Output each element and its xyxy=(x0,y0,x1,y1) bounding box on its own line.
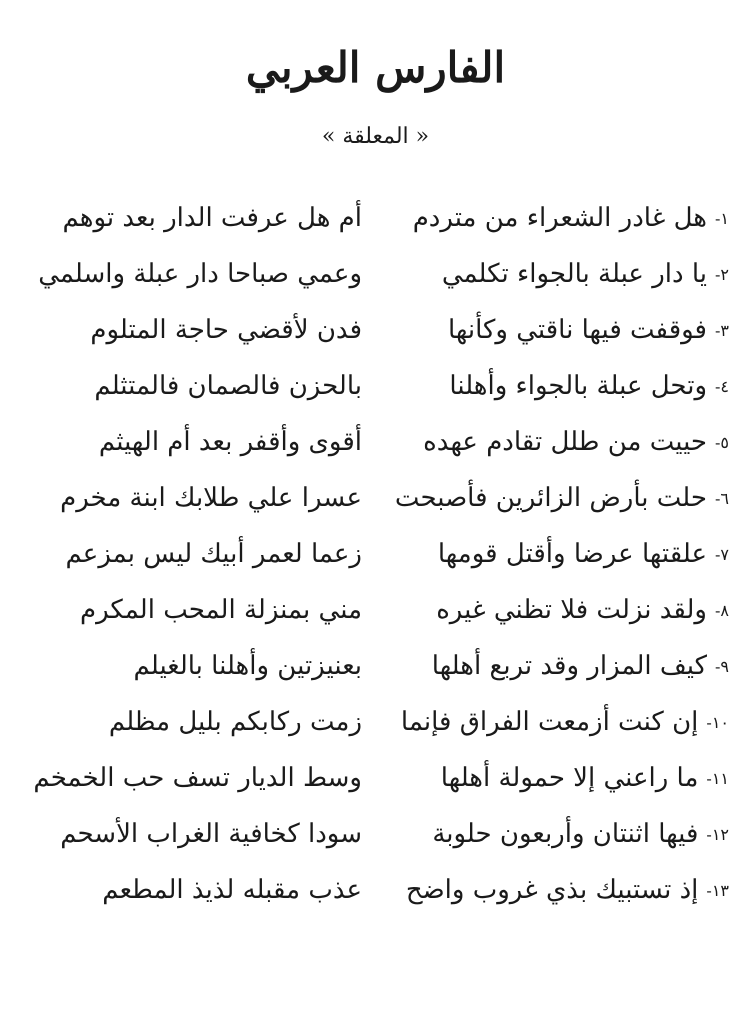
page-subtitle: « المعلقة » xyxy=(321,124,430,149)
verse-first-text: هل غادر الشعراء من متردم xyxy=(412,203,707,233)
verse-number: ١٣- xyxy=(706,881,729,900)
verse-first-hemistich xyxy=(384,582,729,639)
verse-second-hemistich: بالحزن فالصمان فالمتثلم xyxy=(94,371,362,401)
verse-second-hemistich: عسرا علي طلابك ابنة مخرم xyxy=(60,483,362,513)
verse-first-hemistich xyxy=(384,246,729,303)
verse-first-text: ما راعني إلا حمولة أهلها xyxy=(440,763,699,793)
verse-second-hemistich: بعنيزتين وأهلنا بالغيلم xyxy=(133,651,362,681)
verse-first-hemistich xyxy=(384,302,729,359)
verse xyxy=(22,582,729,638)
verse-second-hemistich: أم هل عرفت الدار بعد توهم xyxy=(62,203,362,233)
page-title: الفارس العربي xyxy=(245,43,506,92)
verse-first-hemistich xyxy=(384,750,729,807)
verse-number: ٦- xyxy=(715,489,729,508)
verse-number: ٧- xyxy=(715,545,729,564)
verse-first-hemistich xyxy=(384,190,729,247)
verse-first-text: فوقفت فيها ناقتي وكأنها xyxy=(447,315,707,345)
verse-first-hemistich xyxy=(384,414,729,471)
verse-first-text: إن كنت أزمعت الفراق فإنما xyxy=(400,707,699,737)
verse xyxy=(22,414,729,470)
verse-second-hemistich: مني بمنزلة المحب المكرم xyxy=(79,595,362,625)
verse xyxy=(22,470,729,526)
verse xyxy=(22,694,729,750)
verse-second-hemistich: زعما لعمر أبيك ليس بمزعم xyxy=(65,539,362,569)
verse xyxy=(22,302,729,358)
verse-number: ٣- xyxy=(715,321,729,340)
verse-number: ٥- xyxy=(715,433,729,452)
verse-number: ٤- xyxy=(715,377,729,396)
verse-number: ٩- xyxy=(715,657,729,676)
verse-first-hemistich xyxy=(384,638,729,695)
verse-first-hemistich xyxy=(384,470,729,527)
verse-first-text: إذ تستبيك بذي غروب واضح xyxy=(405,875,699,905)
verse-second-hemistich: وعمي صباحا دار عبلة واسلمي xyxy=(38,259,362,289)
verse-number: ٨- xyxy=(715,601,729,620)
poem-verses xyxy=(22,190,729,918)
verse xyxy=(22,806,729,862)
verse xyxy=(22,358,729,414)
verse-second-hemistich: أقوى وأقفر بعد أم الهيثم xyxy=(98,427,362,457)
verse-first-text: حييت من طلل تقادم عهده xyxy=(423,427,707,457)
verse-first-hemistich xyxy=(384,694,729,751)
verse-second-hemistich: فدن لأقضي حاجة المتلوم xyxy=(90,315,362,345)
verse-first-text: ولقد نزلت فلا تظني غيره xyxy=(436,595,707,625)
verse xyxy=(22,526,729,582)
verse-second-hemistich: وسط الديار تسف حب الخمخم xyxy=(33,763,362,793)
verse-first-text: كيف المزار وقد تربع أهلها xyxy=(431,651,707,681)
verse-number: ١٠- xyxy=(706,713,729,732)
verse-first-text: حلت بأرض الزائرين فأصبحت xyxy=(394,483,707,513)
verse xyxy=(22,246,729,302)
verse-first-hemistich xyxy=(384,526,729,583)
verse-second-hemistich: عذب مقبله لذيذ المطعم xyxy=(102,875,362,905)
verse-number: ١٢- xyxy=(706,825,729,844)
verse-first-text: يا دار عبلة بالجواء تكلمي xyxy=(441,259,707,289)
verse-number: ١١- xyxy=(706,769,729,788)
verse-number: ١- xyxy=(715,209,729,228)
verse xyxy=(22,190,729,246)
verse-number: ٢- xyxy=(715,265,729,284)
verse xyxy=(22,638,729,694)
verse xyxy=(22,862,729,918)
verse-first-text: فيها اثنتان وأربعون حلوبة xyxy=(432,819,699,849)
verse-first-text: وتحل عبلة بالجواء وأهلنا xyxy=(449,371,707,401)
verse-second-hemistich: سودا كخافية الغراب الأسحم xyxy=(60,819,362,849)
verse-second-hemistich: زمت ركابكم بليل مظلم xyxy=(108,707,362,737)
verse-first-hemistich xyxy=(384,806,729,863)
verse-first-hemistich xyxy=(384,358,729,415)
verse-first-text: علقتها عرضا وأقتل قومها xyxy=(437,539,707,569)
verse-first-hemistich xyxy=(384,862,729,919)
verse xyxy=(22,750,729,806)
